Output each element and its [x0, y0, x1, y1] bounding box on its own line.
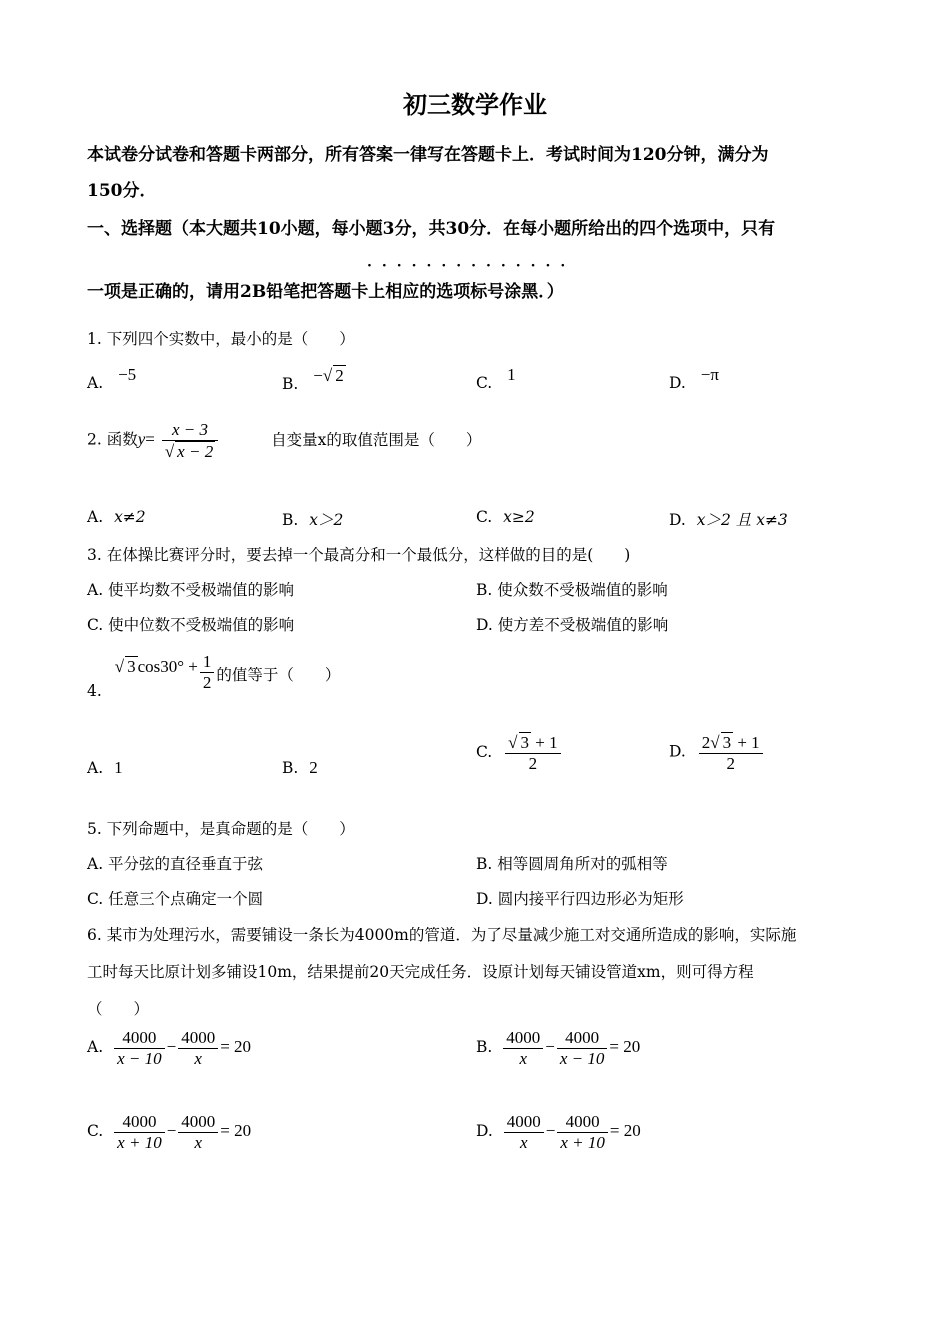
q5-option-d[interactable]: D. 圆内接平行四边形必为矩形: [476, 890, 684, 908]
q5-option-c[interactable]: C. 任意三个点确定一个圆: [87, 890, 264, 908]
radicand: 3: [520, 733, 530, 752]
radical-sign-icon: √: [164, 441, 175, 461]
function-fraction: [162, 420, 218, 461]
page-title: 初三数学作业: [403, 90, 547, 119]
fraction-1: [114, 1028, 165, 1068]
fraction-2: [557, 1028, 608, 1068]
fraction-denominator: x − 10: [117, 1048, 162, 1068]
fraction-2: [178, 1028, 218, 1068]
coefficient: 2: [701, 733, 711, 752]
q3-option-a[interactable]: A. 使平均数不受极端值的影响: [87, 581, 295, 599]
fraction-numerator: x − 3: [162, 420, 218, 441]
question-4-stem: [87, 648, 341, 701]
option-value: 1: [507, 365, 516, 384]
fraction-denominator: x: [194, 1048, 202, 1068]
exam-instructions-line1: 本试卷分试卷和答题卡两部分，所有答案一律写在答题卡上．考试时间为120分钟，满分为: [87, 145, 769, 165]
fraction-denominator: x: [194, 1132, 203, 1152]
fraction-2: [178, 1112, 218, 1152]
fraction-numerator: 4000: [503, 1028, 543, 1049]
q6-option-c[interactable]: [87, 1112, 251, 1152]
option-value: 2: [309, 758, 318, 777]
option-label: D.: [669, 374, 686, 392]
q1-option-b[interactable]: [282, 366, 346, 394]
option-value: x≠2: [114, 508, 146, 526]
question-suffix: 自变量x的取值范围是（ ）: [271, 430, 482, 449]
option-value: −5: [118, 365, 137, 384]
option-label: B.: [282, 375, 299, 393]
option-label: A.: [87, 1038, 104, 1057]
option-label: A.: [87, 374, 104, 392]
q4-option-d[interactable]: [669, 732, 765, 773]
fraction-numerator: 4000: [178, 1028, 218, 1049]
option-label: C.: [476, 374, 493, 392]
question-6-line2: 工时每天比原计划多铺设10m，结果提前20天完成任务．设原计划每天铺设管道xm，则可得方程: [87, 963, 754, 981]
q2-option-d[interactable]: [669, 508, 788, 530]
fraction-numerator: 4000: [504, 1112, 544, 1133]
question-6-line3: （ ）: [87, 1000, 150, 1018]
option-value: 1: [114, 758, 123, 777]
q3-option-c[interactable]: C. 使中位数不受极端值的影响: [87, 616, 295, 634]
option-label: B.: [282, 511, 299, 529]
q5-option-b[interactable]: B. 相等圆周角所对的弧相等: [476, 855, 668, 873]
option-fraction: [699, 732, 763, 773]
radicand: 2: [335, 366, 344, 385]
q6-option-b[interactable]: [476, 1028, 640, 1068]
option-value: [313, 366, 345, 385]
radical-sign-icon: √: [114, 657, 125, 677]
question-suffix: 的值等于（ ）: [216, 666, 341, 685]
question-6-line1: 6. 某市为处理污水，需要铺设一条长为4000m的管道．为了尽量减少施工对交通所造成的影响，实际施: [87, 926, 797, 944]
option-label: D.: [669, 511, 686, 529]
option-value: x＞2 且 x≠3: [696, 511, 788, 529]
expression-text: cos30° +: [137, 657, 198, 677]
equation-rhs: = 20: [609, 1037, 641, 1057]
fraction-denominator: 2: [202, 672, 212, 692]
emphasis-dots: ··············: [367, 258, 576, 274]
fraction-2: [557, 1112, 608, 1152]
exam-instructions-line2: 150分．: [87, 181, 157, 201]
fraction-numerator: 4000: [178, 1112, 218, 1133]
option-value: −π: [700, 365, 719, 384]
option-label: B.: [476, 1038, 493, 1057]
minus-sign: −: [313, 366, 323, 385]
q1-option-c[interactable]: [476, 365, 516, 393]
question-1-stem: 1. 下列四个实数中，最小的是（ ）: [87, 330, 355, 348]
function-lhs: y: [137, 429, 146, 449]
option-label: A.: [87, 759, 104, 777]
fraction-denominator: x − 10: [559, 1048, 605, 1068]
q2-option-c[interactable]: [476, 508, 535, 526]
numerator-tail: + 1: [531, 733, 558, 752]
radicand: 3: [127, 657, 136, 677]
section-heading-line1: 一、选择题（本大题共10小题，每小题3分，共30分．在每小题所给出的四个选项中，只有: [87, 219, 776, 239]
q6-option-a[interactable]: [87, 1028, 251, 1068]
radical-sign-icon: √: [710, 733, 720, 752]
fraction-denominator: x + 10: [560, 1132, 605, 1152]
expression: [115, 657, 198, 676]
q3-option-d[interactable]: D. 使方差不受极端值的影响: [476, 616, 669, 634]
radical-sign-icon: √: [508, 733, 518, 752]
option-label: A.: [87, 508, 104, 526]
option-label: C.: [87, 1122, 104, 1141]
option-label: C.: [476, 742, 493, 761]
fraction-denominator: [162, 441, 218, 462]
question-2-stem: [87, 420, 481, 461]
question-number: 4.: [87, 682, 102, 701]
option-label: B.: [282, 759, 299, 777]
option-label: D.: [669, 742, 686, 761]
fraction-denominator: x: [519, 1132, 528, 1152]
fraction-denominator: 2: [528, 753, 538, 773]
question-3-stem: 3. 在体操比赛评分时，要去掉一个最高分和一个最低分，这样做的目的是( ): [87, 546, 631, 564]
option-value: x＞2: [309, 511, 344, 529]
fraction-denominator: x + 10: [117, 1132, 162, 1152]
fraction-numerator: 4000: [114, 1028, 165, 1049]
fraction-numerator: [699, 732, 763, 754]
q5-option-a[interactable]: A. 平分弦的直径垂直于弦: [87, 855, 264, 873]
section-heading-line2: 一项是正确的，请用2B铅笔把答题卡上相应的选项标号涂黑．）: [87, 282, 564, 302]
option-fraction: [505, 732, 560, 773]
fraction-1: [504, 1112, 544, 1152]
q6-option-d[interactable]: [476, 1112, 641, 1152]
equation-rhs: = 20: [609, 1121, 641, 1141]
q3-option-b[interactable]: B. 使众数不受极端值的影响: [476, 581, 668, 599]
fraction-numerator: 4000: [114, 1112, 165, 1133]
q1-option-a[interactable]: [87, 365, 137, 393]
question-5-stem: 5. 下列命题中，是真命题的是（ ）: [87, 820, 355, 838]
fraction-numerator: 4000: [557, 1112, 608, 1133]
option-value: x≥2: [503, 508, 535, 526]
fraction-1: [503, 1028, 543, 1068]
equation-rhs: = 20: [220, 1037, 252, 1057]
radical-sign-icon: √: [322, 366, 333, 385]
radicand: x − 2: [177, 441, 214, 461]
option-label: C.: [476, 508, 493, 526]
fraction-numerator: [505, 732, 560, 754]
radicand: 3: [722, 733, 732, 752]
fraction-denominator: x: [519, 1048, 528, 1068]
minus-sign: −: [545, 1037, 555, 1057]
minus-sign: −: [166, 1037, 177, 1057]
fraction-numerator: 4000: [557, 1028, 608, 1049]
fraction-numerator: 1: [200, 652, 215, 673]
question-number: 2.: [87, 430, 102, 449]
minus-sign: −: [166, 1121, 177, 1141]
q2-option-a[interactable]: [87, 508, 146, 526]
minus-sign: −: [545, 1121, 556, 1141]
option-label: D.: [476, 1122, 493, 1141]
equals-sign: =: [145, 429, 155, 449]
q1-option-d[interactable]: [669, 365, 719, 393]
equation-rhs: = 20: [220, 1121, 252, 1141]
fraction-1: [114, 1112, 165, 1152]
q2-option-b[interactable]: [282, 508, 343, 530]
question-prefix: 函数: [106, 430, 138, 449]
q4-option-a[interactable]: [87, 758, 123, 778]
half-fraction: [200, 652, 215, 692]
q4-option-b[interactable]: [282, 758, 318, 778]
numerator-tail: + 1: [733, 733, 760, 752]
fraction-denominator: 2: [726, 753, 735, 773]
q4-option-c[interactable]: [476, 732, 563, 773]
